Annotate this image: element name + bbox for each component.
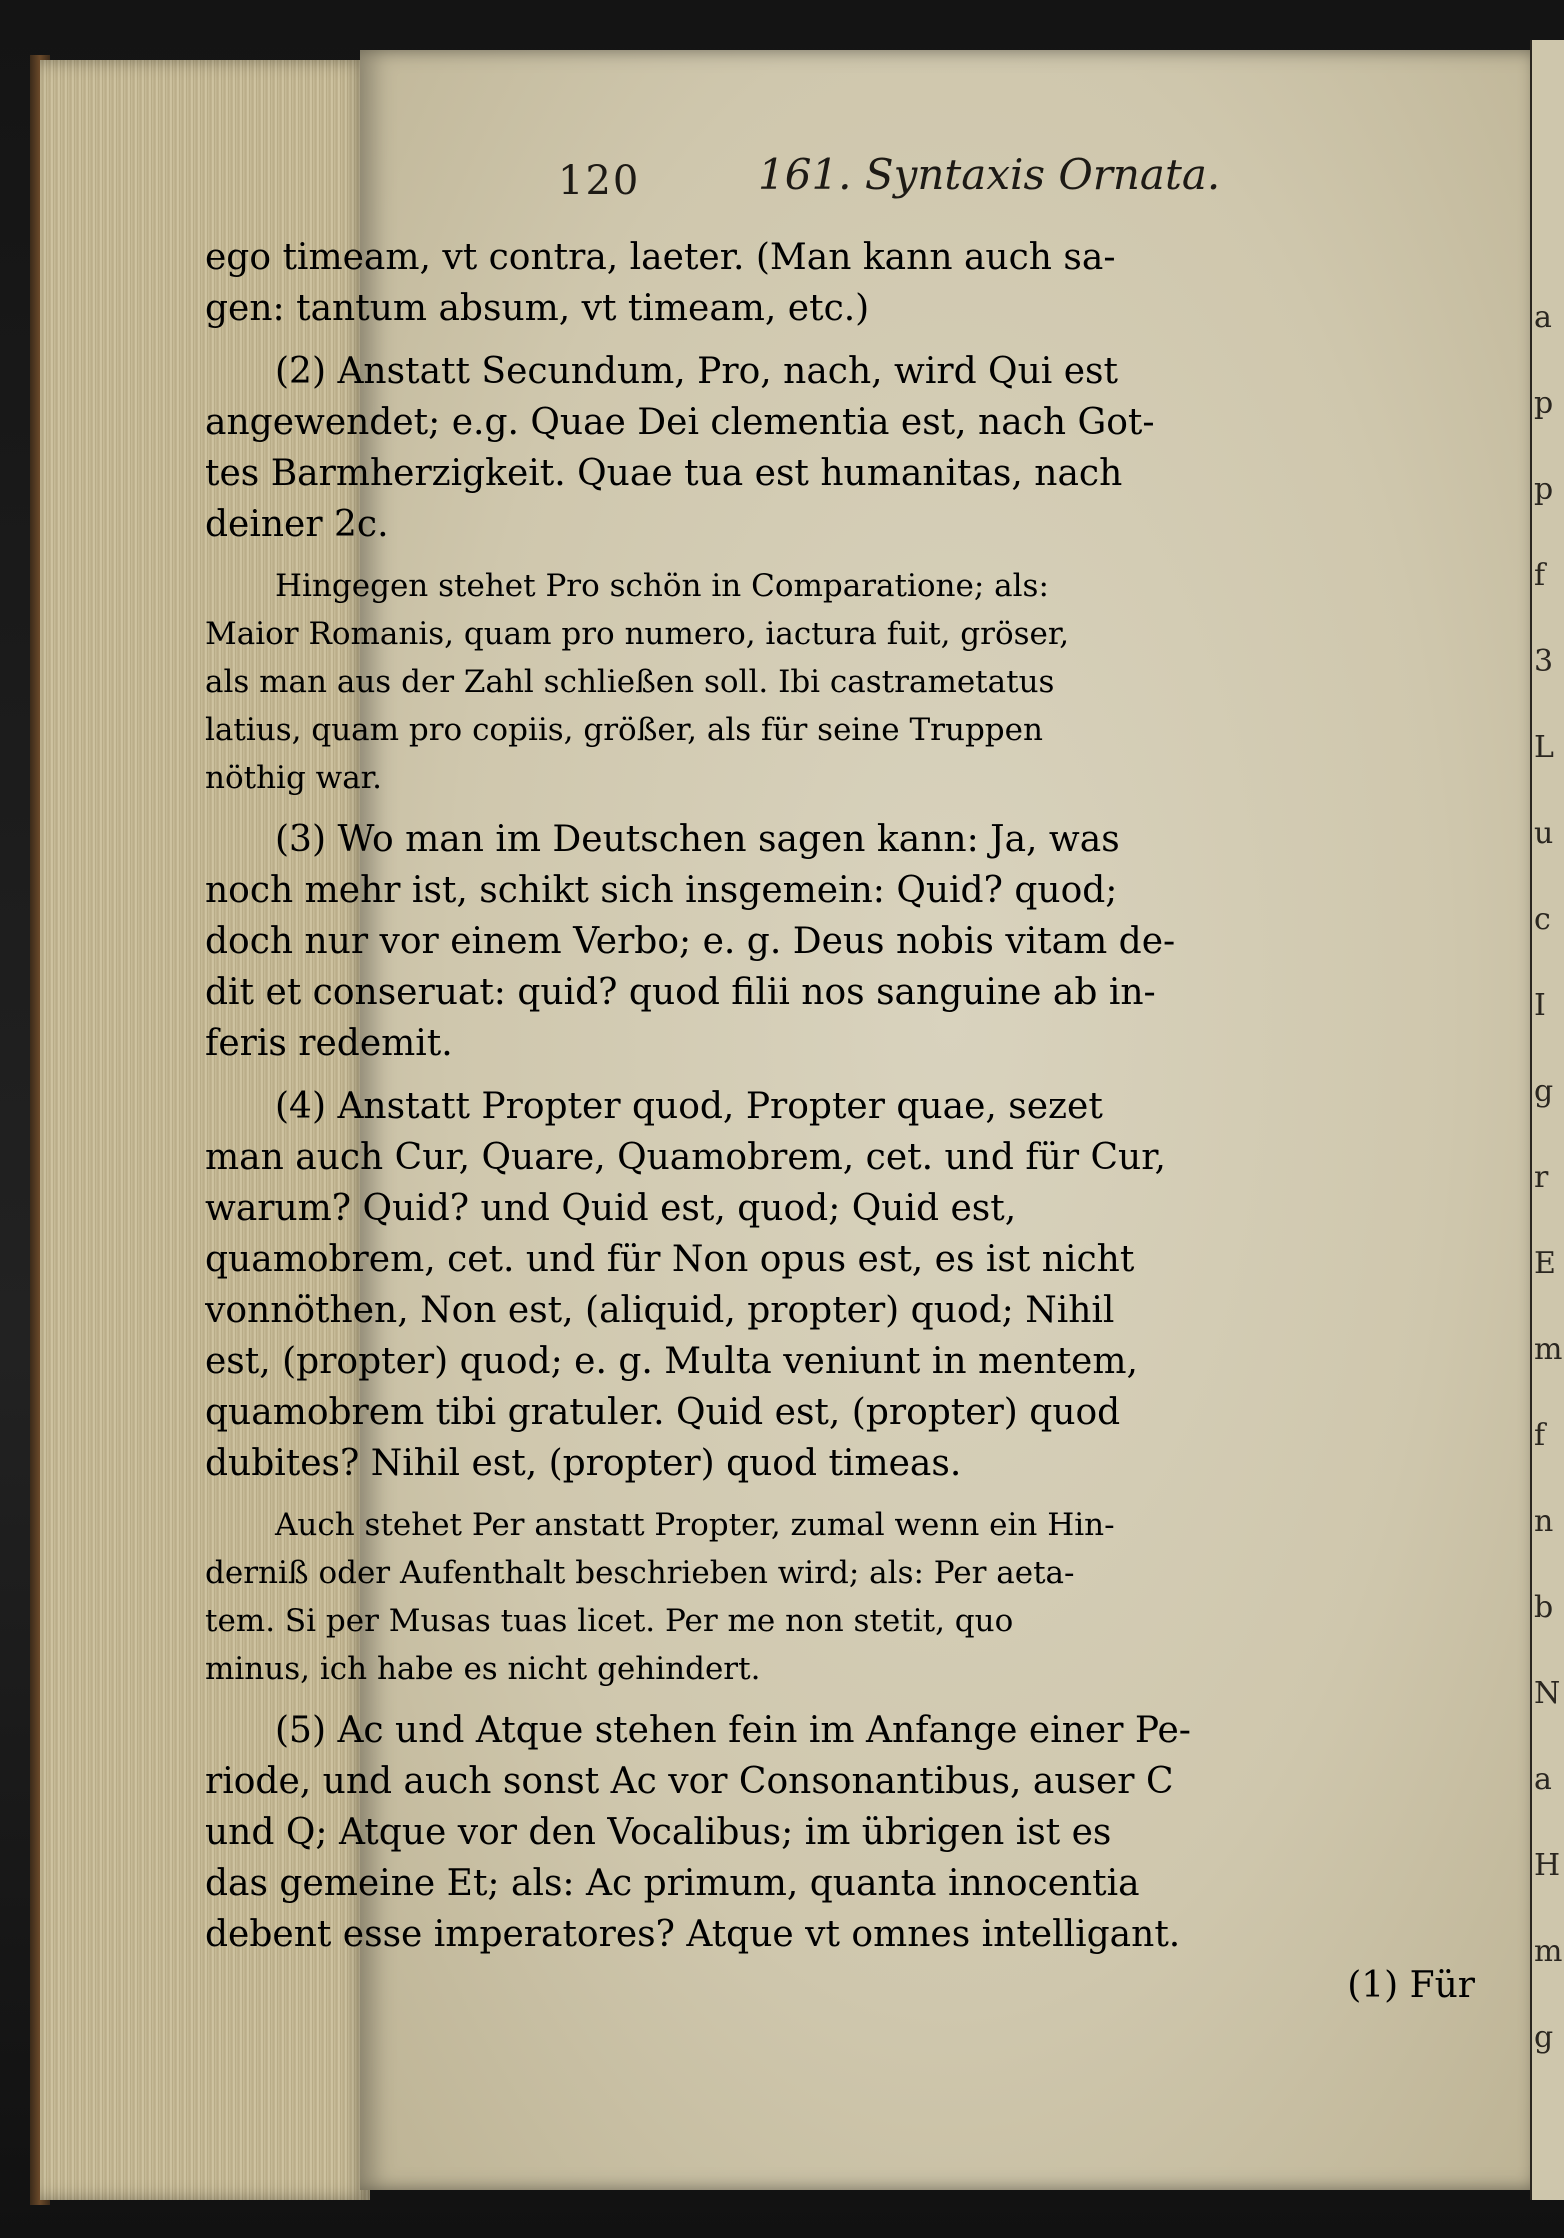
facing-page-glyph: n: [1534, 1504, 1554, 1539]
catchword: (1) Für: [1347, 1965, 1475, 2006]
text-line: ego timeam, vt contra, laeter. (Man kann auch sa-: [205, 237, 1116, 278]
facing-page-glyph: a: [1534, 300, 1552, 335]
text-line: quamobrem tibi gratuler. Quid est, (propter) quod: [205, 1392, 1121, 1433]
facing-page-glyph: m: [1534, 1332, 1563, 1367]
text-line: Hingegen stehet Pro schön in Comparatione; als:: [275, 568, 1049, 604]
text-line: gen: tantum absum, vt timeam, etc.): [205, 288, 870, 329]
facing-page-glyph: f: [1534, 558, 1546, 593]
text-line: angewendet; e.g. Quae Dei clementia est, nach Got-: [205, 402, 1155, 443]
text-line: dit et conseruat: quid? quod filii nos sanguine ab in-: [205, 972, 1156, 1013]
text-line: latius, quam pro copiis, größer, als für seine Truppen: [205, 712, 1043, 748]
facing-page-glyph: I: [1534, 988, 1546, 1023]
text-line: Maior Romanis, quam pro numero, iactura fuit, gröser,: [205, 616, 1070, 652]
text-line: (5) Ac und Atque stehen fein im Anfange einer Pe-: [275, 1710, 1191, 1751]
facing-page-glyph: b: [1534, 1590, 1554, 1625]
page-number: 120: [558, 158, 641, 204]
text-line: derniß oder Aufenthalt beschrieben wird; als: Per aeta-: [205, 1555, 1075, 1591]
facing-page-glyph: g: [1534, 1074, 1554, 1109]
page-text: [205, 232, 1515, 2011]
facing-page-glyph: H: [1534, 1848, 1561, 1883]
facing-page-glyph: a: [1534, 1762, 1552, 1797]
facing-page-glyph: L: [1534, 730, 1554, 765]
text-line: vonnöthen, Non est, (aliquid, propter) quod; Nihil: [205, 1290, 1115, 1331]
facing-page-glyph: c: [1534, 902, 1551, 937]
text-line: doch nur vor einem Verbo; e. g. Deus nobis vitam de-: [205, 921, 1176, 962]
text-line: das gemeine Et; als: Ac primum, quanta innocentia: [205, 1863, 1140, 1904]
facing-page-glyph: p: [1534, 386, 1554, 421]
text-line: est, (propter) quod; e. g. Multa veniunt in mentem,: [205, 1341, 1138, 1382]
facing-page-glyph: p: [1534, 472, 1554, 507]
text-line: (4) Anstatt Propter quod, Propter quae, sezet: [275, 1086, 1103, 1127]
text-line: warum? Quid? und Quid est, quod; Quid est,: [205, 1188, 1017, 1229]
running-title: 161. Syntaxis Ornata.: [758, 150, 1221, 199]
page-header: [558, 150, 1458, 210]
text-line: nöthig war.: [205, 760, 382, 796]
facing-page-glyph: E: [1534, 1246, 1556, 1281]
facing-page-edge: [1530, 40, 1564, 2200]
facing-page-glyph: 3: [1534, 644, 1554, 679]
text-line: tem. Si per Musas tuas licet. Per me non stetit, quo: [205, 1603, 1014, 1639]
facing-page-glyph: g: [1534, 2020, 1554, 2055]
text-line: noch mehr ist, schikt sich insgemein: Quid? quod;: [205, 870, 1118, 911]
facing-page-glyph: N: [1534, 1676, 1561, 1711]
text-line: (3) Wo man im Deutschen sagen kann: Ja, was: [275, 819, 1120, 860]
facing-page-glyph: m: [1534, 1934, 1563, 1969]
text-line: riode, und auch sonst Ac vor Consonantibus, auser C: [205, 1761, 1174, 1802]
text-line: feris redemit.: [205, 1023, 453, 1064]
text-line: Auch stehet Per anstatt Propter, zumal wenn ein Hin-: [275, 1507, 1115, 1543]
text-line: und Q; Atque vor den Vocalibus; im übrigen ist es: [205, 1812, 1112, 1853]
text-line: minus, ich habe es nicht gehindert.: [205, 1651, 761, 1687]
text-line: man auch Cur, Quare, Quamobrem, cet. und für Cur,: [205, 1137, 1166, 1178]
facing-page-glyph: u: [1534, 816, 1554, 851]
text-line: quamobrem, cet. und für Non opus est, es ist nicht: [205, 1239, 1135, 1280]
text-line: tes Barmherzigkeit. Quae tua est humanitas, nach: [205, 453, 1123, 494]
text-line: als man aus der Zahl schließen soll. Ibi castrametatus: [205, 664, 1055, 700]
text-line: (2) Anstatt Secundum, Pro, nach, wird Qui est: [275, 351, 1118, 392]
text-line: deiner 2c.: [205, 504, 389, 545]
text-line: dubites? Nihil est, (propter) quod timeas.: [205, 1443, 962, 1484]
facing-page-glyph: f: [1534, 1418, 1546, 1453]
text-line: debent esse imperatores? Atque vt omnes intelligant.: [205, 1914, 1181, 1955]
facing-page-glyph: r: [1534, 1160, 1549, 1195]
